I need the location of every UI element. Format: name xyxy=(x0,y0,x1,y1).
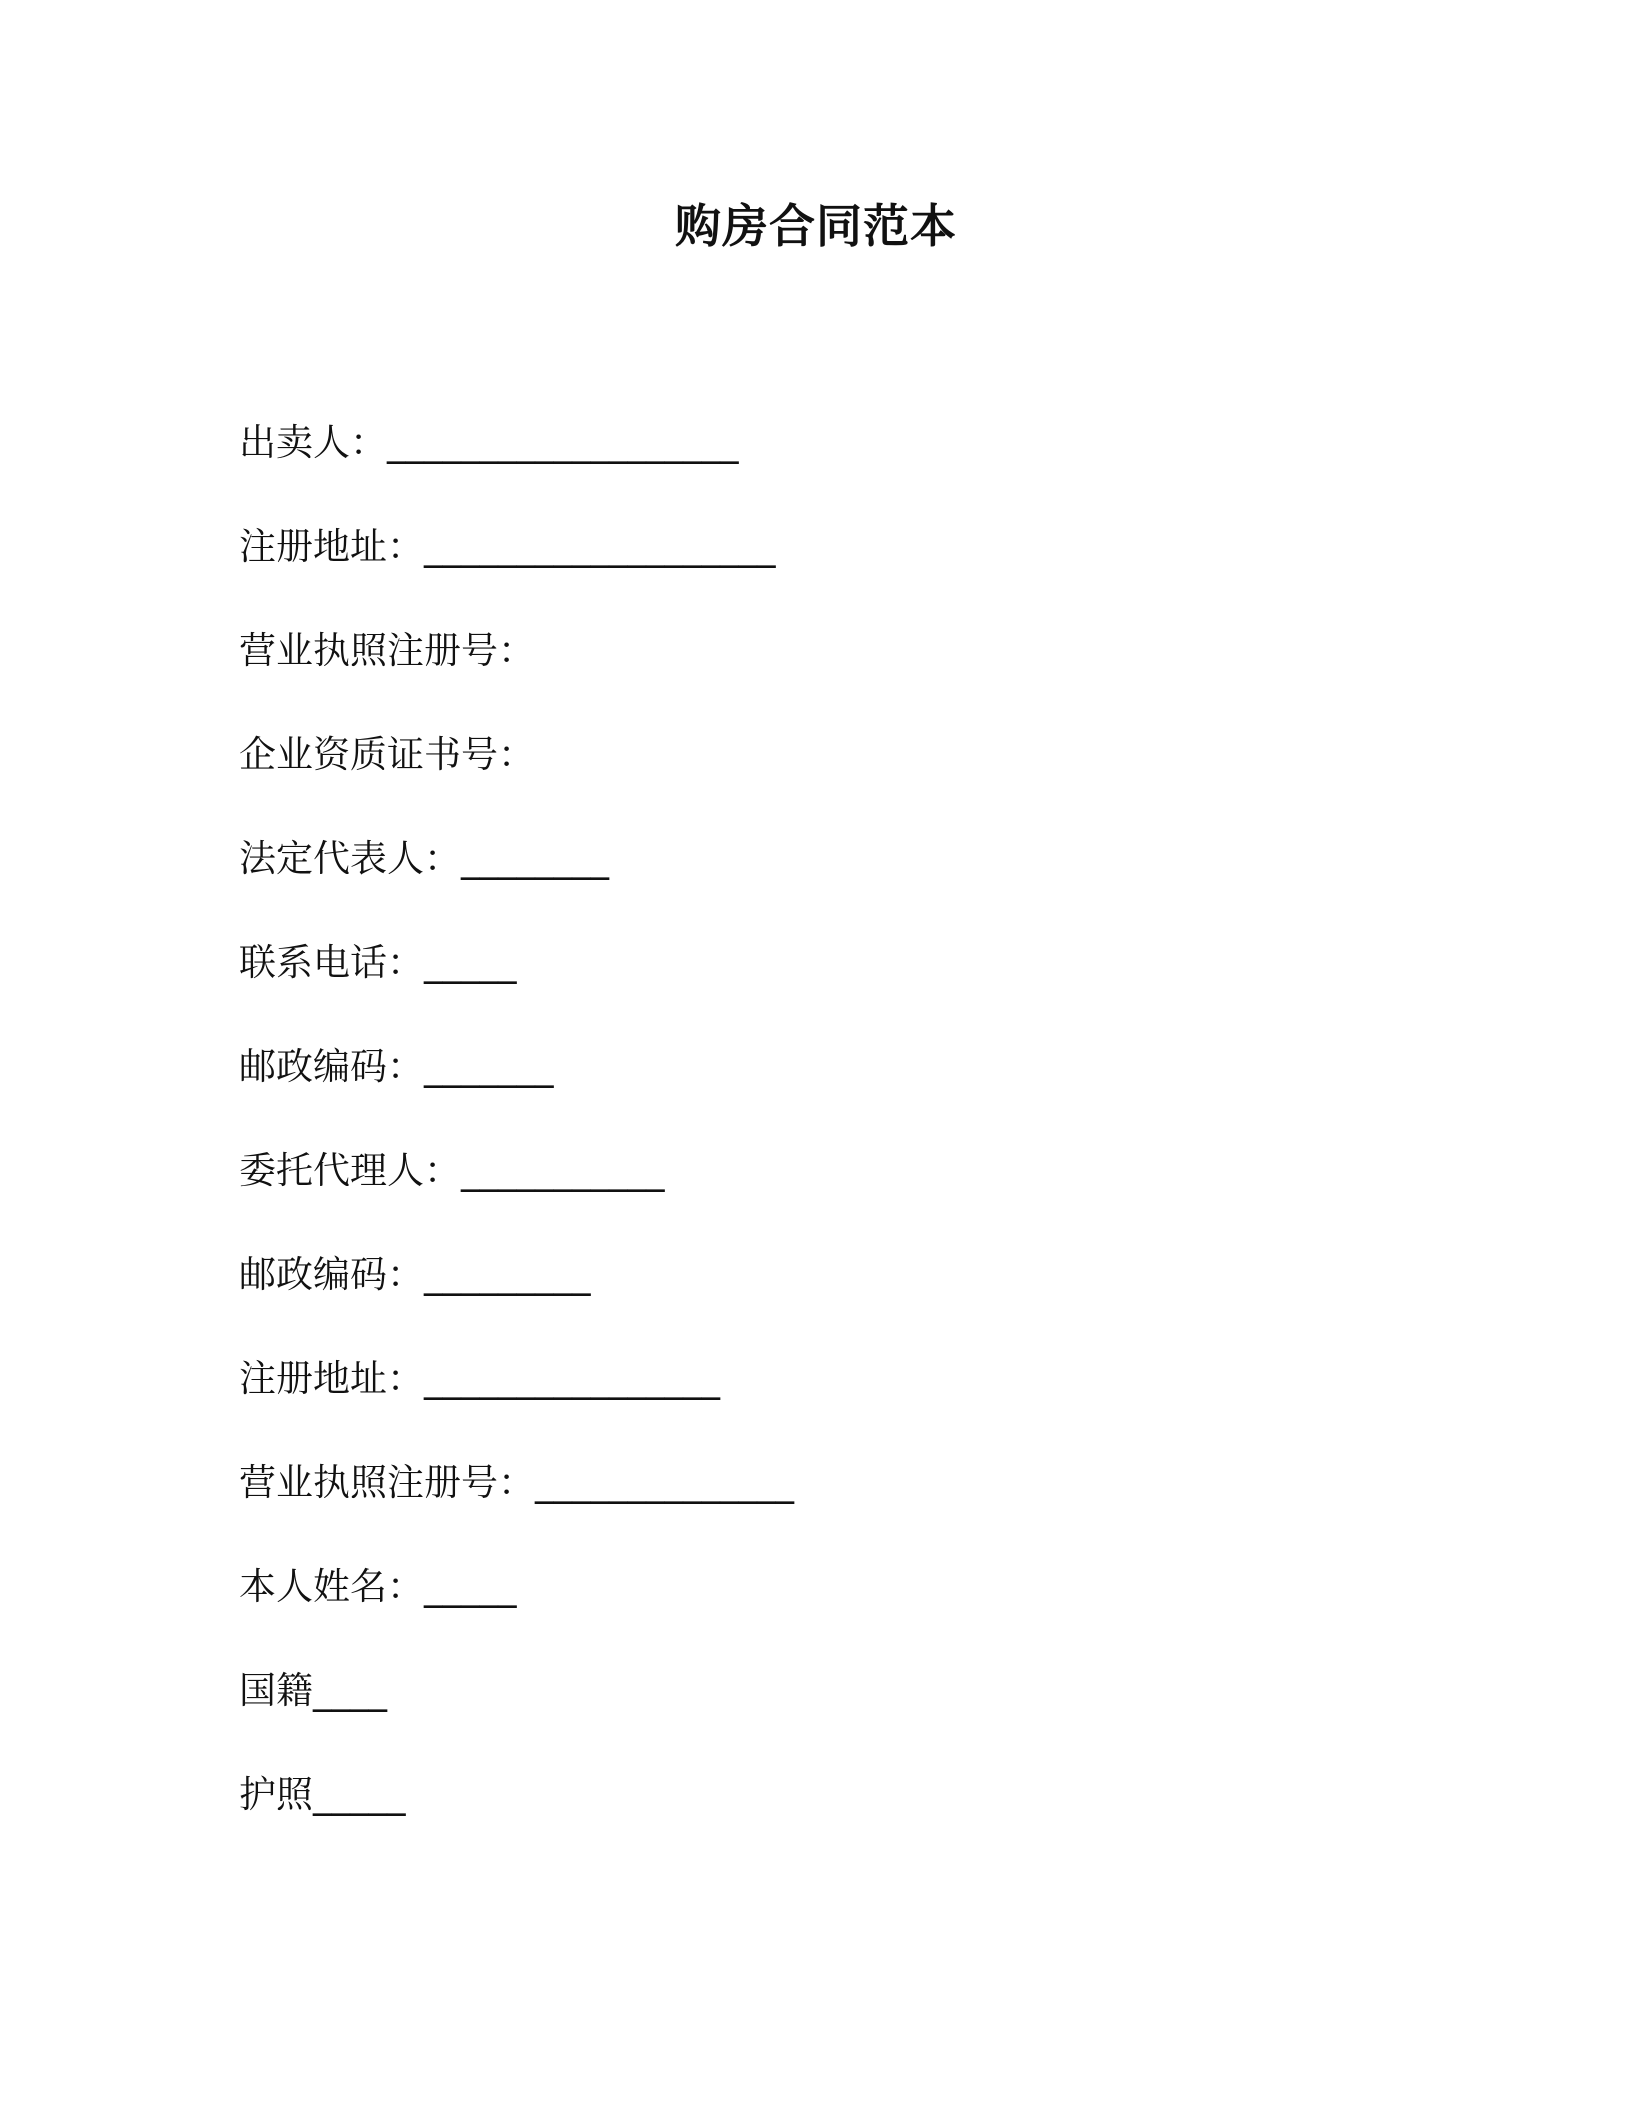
field-blank[interactable]: ___________________ xyxy=(387,421,739,464)
document-title: 购房合同范本 xyxy=(675,199,957,253)
field-label: 委托代理人： xyxy=(239,1149,461,1192)
field-label: 企业资质证书号： xyxy=(239,733,535,776)
field-postal-code xyxy=(239,1042,1439,1146)
field-agent-registered-address xyxy=(239,1354,1439,1458)
field-passport xyxy=(239,1770,1439,1874)
field-blank[interactable]: ______________ xyxy=(535,1461,794,1504)
field-name xyxy=(239,1562,1439,1666)
field-agent-business-license-number xyxy=(239,1458,1439,1562)
field-business-license-number xyxy=(239,626,1439,730)
field-label: 出卖人： xyxy=(239,421,387,464)
field-blank[interactable]: ________________ xyxy=(424,1357,720,1400)
field-qualification-certificate-number xyxy=(239,730,1439,834)
field-label: 营业执照注册号： xyxy=(239,1461,535,1504)
field-blank[interactable]: _____ xyxy=(313,1773,406,1816)
field-blank[interactable]: ___________________ xyxy=(424,525,776,568)
field-label: 邮政编码： xyxy=(239,1253,424,1296)
field-nationality xyxy=(239,1666,1439,1770)
field-blank[interactable]: ___________ xyxy=(461,1149,665,1192)
field-authorized-agent xyxy=(239,1146,1439,1250)
field-blank[interactable]: _____ xyxy=(424,1565,517,1608)
field-phone xyxy=(239,938,1439,1042)
party-info-fields xyxy=(239,418,1439,1874)
field-label: 国籍 xyxy=(239,1669,313,1712)
field-blank[interactable]: ________ xyxy=(461,837,609,880)
field-label: 护照 xyxy=(239,1773,313,1816)
field-label: 法定代表人： xyxy=(239,837,461,880)
field-label: 注册地址： xyxy=(239,525,424,568)
field-label: 联系电话： xyxy=(239,941,424,984)
field-registered-address xyxy=(239,522,1439,626)
field-agent-postal-code xyxy=(239,1250,1439,1354)
field-label: 注册地址： xyxy=(239,1357,424,1400)
field-blank[interactable]: _______ xyxy=(424,1045,554,1088)
field-blank[interactable]: ____ xyxy=(313,1669,387,1712)
field-blank[interactable]: _____ xyxy=(424,941,517,984)
field-blank[interactable]: _________ xyxy=(424,1253,591,1296)
field-legal-representative xyxy=(239,834,1439,938)
field-label: 本人姓名： xyxy=(239,1565,424,1608)
field-seller xyxy=(239,418,1439,522)
field-label: 营业执照注册号： xyxy=(239,629,535,672)
field-label: 邮政编码： xyxy=(239,1045,424,1088)
